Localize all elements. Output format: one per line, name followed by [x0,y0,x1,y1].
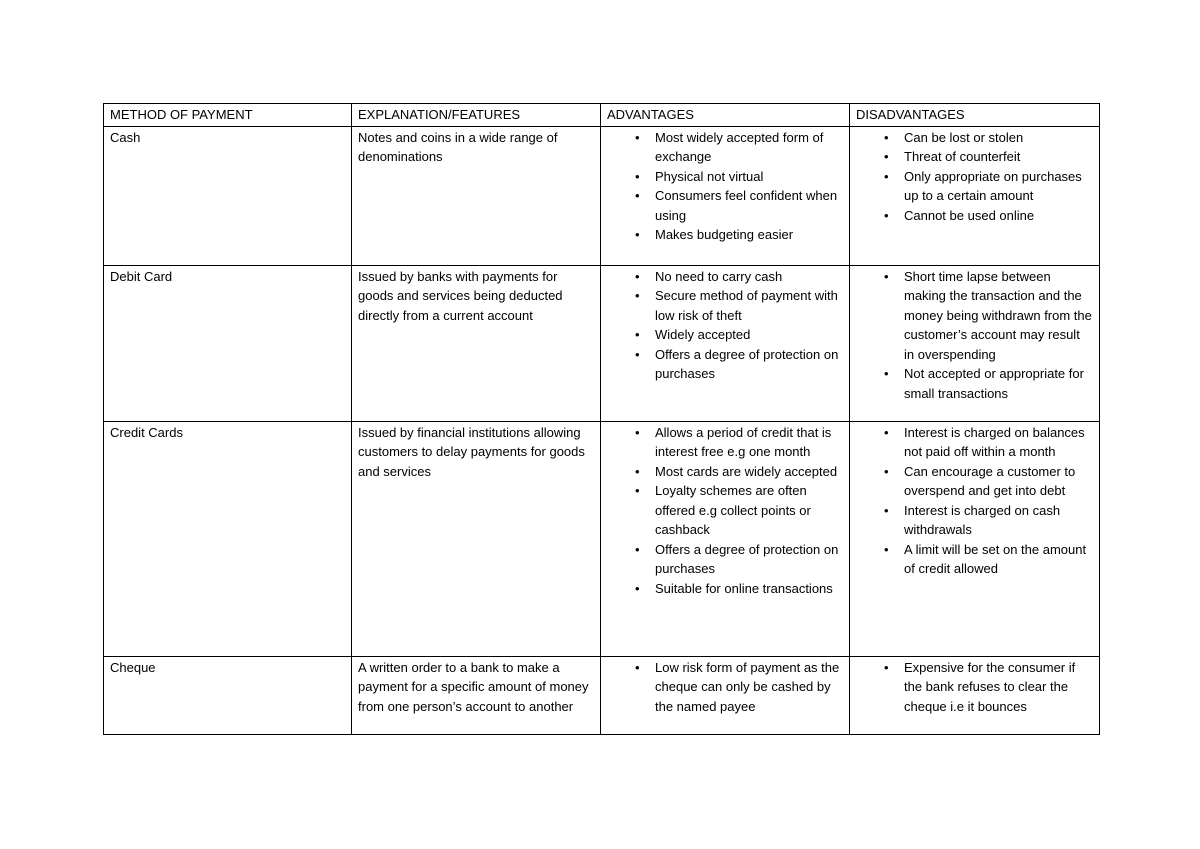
advantages-list [607,423,843,599]
disadvantages-list [856,423,1093,579]
header-method: METHOD OF PAYMENT [104,104,352,127]
explanation-text: Notes and coins in a wide range of denominations [358,129,558,164]
disadvantages-list [856,267,1093,404]
list-item: • Consumers feel confident when using [607,186,843,225]
list-item: • Expensive for the consumer if the bank refuses to clear the cheque i.e it bounces [856,658,1093,717]
list-item: • A limit will be set on the amount of credit allowed [856,540,1093,579]
explanation-cell [352,265,601,421]
method-name: Cheque [110,659,156,675]
explanation-text: A written order to a bank to make a payment for a specific amount of money from one person’s account to another [358,659,589,714]
advantages-list [607,267,843,384]
advantages-cell [601,265,850,421]
list-item: • Secure method of payment with low risk of theft [607,286,843,325]
advantages-list [607,128,843,245]
disadvantages-cell [850,265,1100,421]
method-cell [104,126,352,265]
explanation-cell [352,421,601,656]
explanation-text: Issued by banks with payments for goods and services being deducted directly from a current account [358,268,563,323]
list-item: • Interest is charged on cash withdrawals [856,501,1093,540]
method-name: Debit Card [110,268,173,284]
disadvantages-list [856,658,1093,717]
method-cell [104,421,352,656]
list-item: • Can encourage a customer to overspend and get into debt [856,462,1093,501]
method-name: Cash [110,129,141,145]
explanation-cell [352,656,601,734]
list-item: • Makes budgeting easier [607,225,843,245]
list-item: • Physical not virtual [607,167,843,187]
header-advantages: ADVANTAGES [601,104,850,127]
method-cell [104,265,352,421]
method-name: Credit Cards [110,424,183,440]
header-explanation: EXPLANATION/FEATURES [352,104,601,127]
list-item: • Low risk form of payment as the cheque can only be cashed by the named payee [607,658,843,717]
list-item: • Allows a period of credit that is interest free e.g one month [607,423,843,462]
list-item: • Suitable for online transactions [607,579,843,599]
table-row [104,421,1100,656]
list-item: • Offers a degree of protection on purchases [607,540,843,579]
header-disadvantages: DISADVANTAGES [850,104,1100,127]
list-item: • Only appropriate on purchases up to a certain amount [856,167,1093,206]
explanation-cell [352,126,601,265]
list-item: • Threat of counterfeit [856,147,1093,167]
advantages-cell [601,656,850,734]
list-item: • Cannot be used online [856,206,1093,226]
table-header-row [104,104,1100,127]
list-item: • Can be lost or stolen [856,128,1093,148]
method-cell [104,656,352,734]
list-item: • Most widely accepted form of exchange [607,128,843,167]
advantages-cell [601,421,850,656]
list-item: • No need to carry cash [607,267,843,287]
table-row [104,656,1100,734]
explanation-text: Issued by financial institutions allowing customers to delay payments for goods and services [358,424,585,479]
list-item: • Offers a degree of protection on purchases [607,345,843,384]
disadvantages-cell [850,126,1100,265]
list-item: • Widely accepted [607,325,843,345]
advantages-cell [601,126,850,265]
list-item: • Short time lapse between making the transaction and the money being withdrawn from the customer’s account may result in overspending [856,267,1093,365]
list-item: • Most cards are widely accepted [607,462,843,482]
list-item: • Loyalty schemes are often offered e.g collect points or cashback [607,481,843,540]
advantages-list [607,658,843,717]
list-item: • Interest is charged on balances not paid off within a month [856,423,1093,462]
list-item: • Not accepted or appropriate for small transactions [856,364,1093,403]
table-row [104,126,1100,265]
disadvantages-cell [850,656,1100,734]
disadvantages-cell [850,421,1100,656]
table-row [104,265,1100,421]
payment-methods-table [103,103,1100,735]
disadvantages-list [856,128,1093,226]
